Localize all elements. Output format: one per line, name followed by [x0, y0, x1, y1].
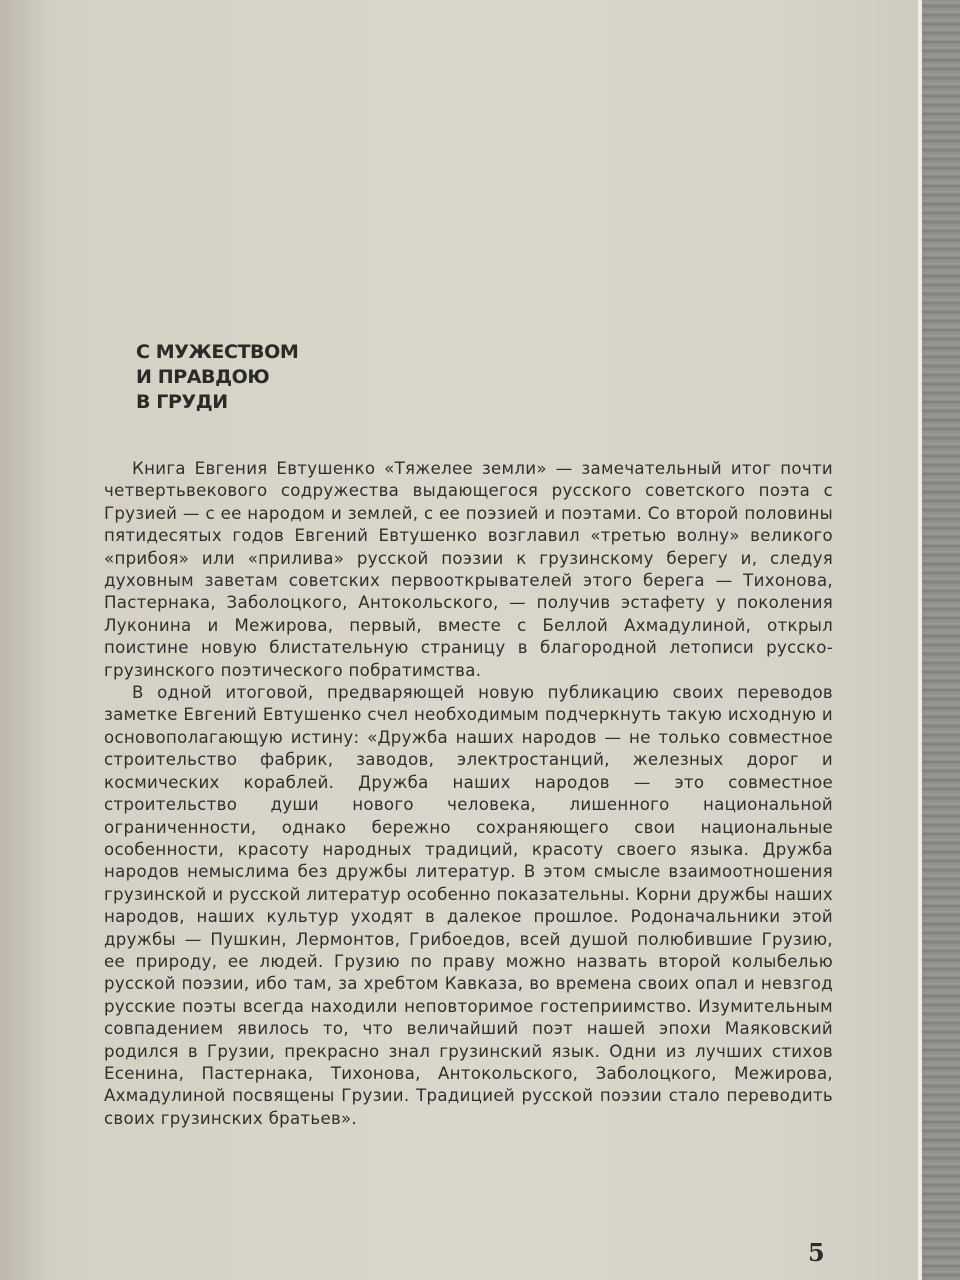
chapter-heading: [136, 340, 298, 415]
paragraph-1: Книга Евгения Евтушенко «Тяжелее земли» — замечательный итог почти четвертьвекового содружества выдающегося русского советского поэта с Грузией — с ее народом и землей, с ее поэзией и поэтами. Со второй половины пятидесятых годов Евгений Евтушенко возглавил «третью волну» великого «прибоя» или «прилива» русской поэзии к грузинскому берегу и, следуя духовным заветам советских первооткрывателей этого берега — Тихонова, Пастернака, Заболоцкого, Антокольского, — получив эстафету у поколения Луконина и Межирова, первый, вместе с Беллой Ахмадулиной, открыл поистине новую блистательную страницу в благородной летописи русско-грузинского поэтического побратимства.: [104, 459, 833, 680]
paragraph-2: В одной итоговой, предваряющей новую публикацию своих переводов заметке Евгений Евтушенко счел необходимым подчеркнуть такую исходную и основополагающую истину: «Дружба наших народов — не только совместное строительство фабрик, заводов, электростанций, железных дорог и космических кораблей. Дружба наших народов — это совместное строительство души нового человека, лишенного национальной ограниченности, однако бережно сохраняющего свои национальные особенности, красоту народных традиций, красоту своего языка. Дружба народов немыслима без дружбы литератур. В этом смысле взаимоотношения грузинской и русской литератур особенно показательны. Корни дружбы наших народов, наших культур уходят в далекое прошлое. Родоначальники этой дружбы — Пушкин, Лермонтов, Грибоедов, всей душой полюбившие Грузию, ее природу, ее людей. Грузию по праву можно назвать второй колыбелью русской поэзии, ибо там, за хребтом Кавказа, во времена своих опал и невзгод русские поэты всегда находили неповторимое гостеприимство. Изумительным совпадением явилось то, что величайший поэт нашей эпохи Маяковский родился в Грузии, прекрасно знал грузинский язык. Одни из лучших стихов Есенина, Пастернака, Тихонова, Антокольского, Заболоцкого, Межирова, Ахмадулиной посвящены Грузии. Традицией русской поэзии стало переводить своих грузинских братьев».: [104, 683, 833, 1128]
heading-line-2: И ПРАВДОЮ: [136, 366, 270, 388]
book-page-edges: [918, 0, 960, 1280]
heading-line-3: В ГРУДИ: [136, 391, 228, 413]
page-number: 5: [808, 1238, 825, 1267]
body-text: [104, 458, 833, 1130]
heading-line-1: С МУЖЕСТВОМ: [136, 341, 299, 363]
